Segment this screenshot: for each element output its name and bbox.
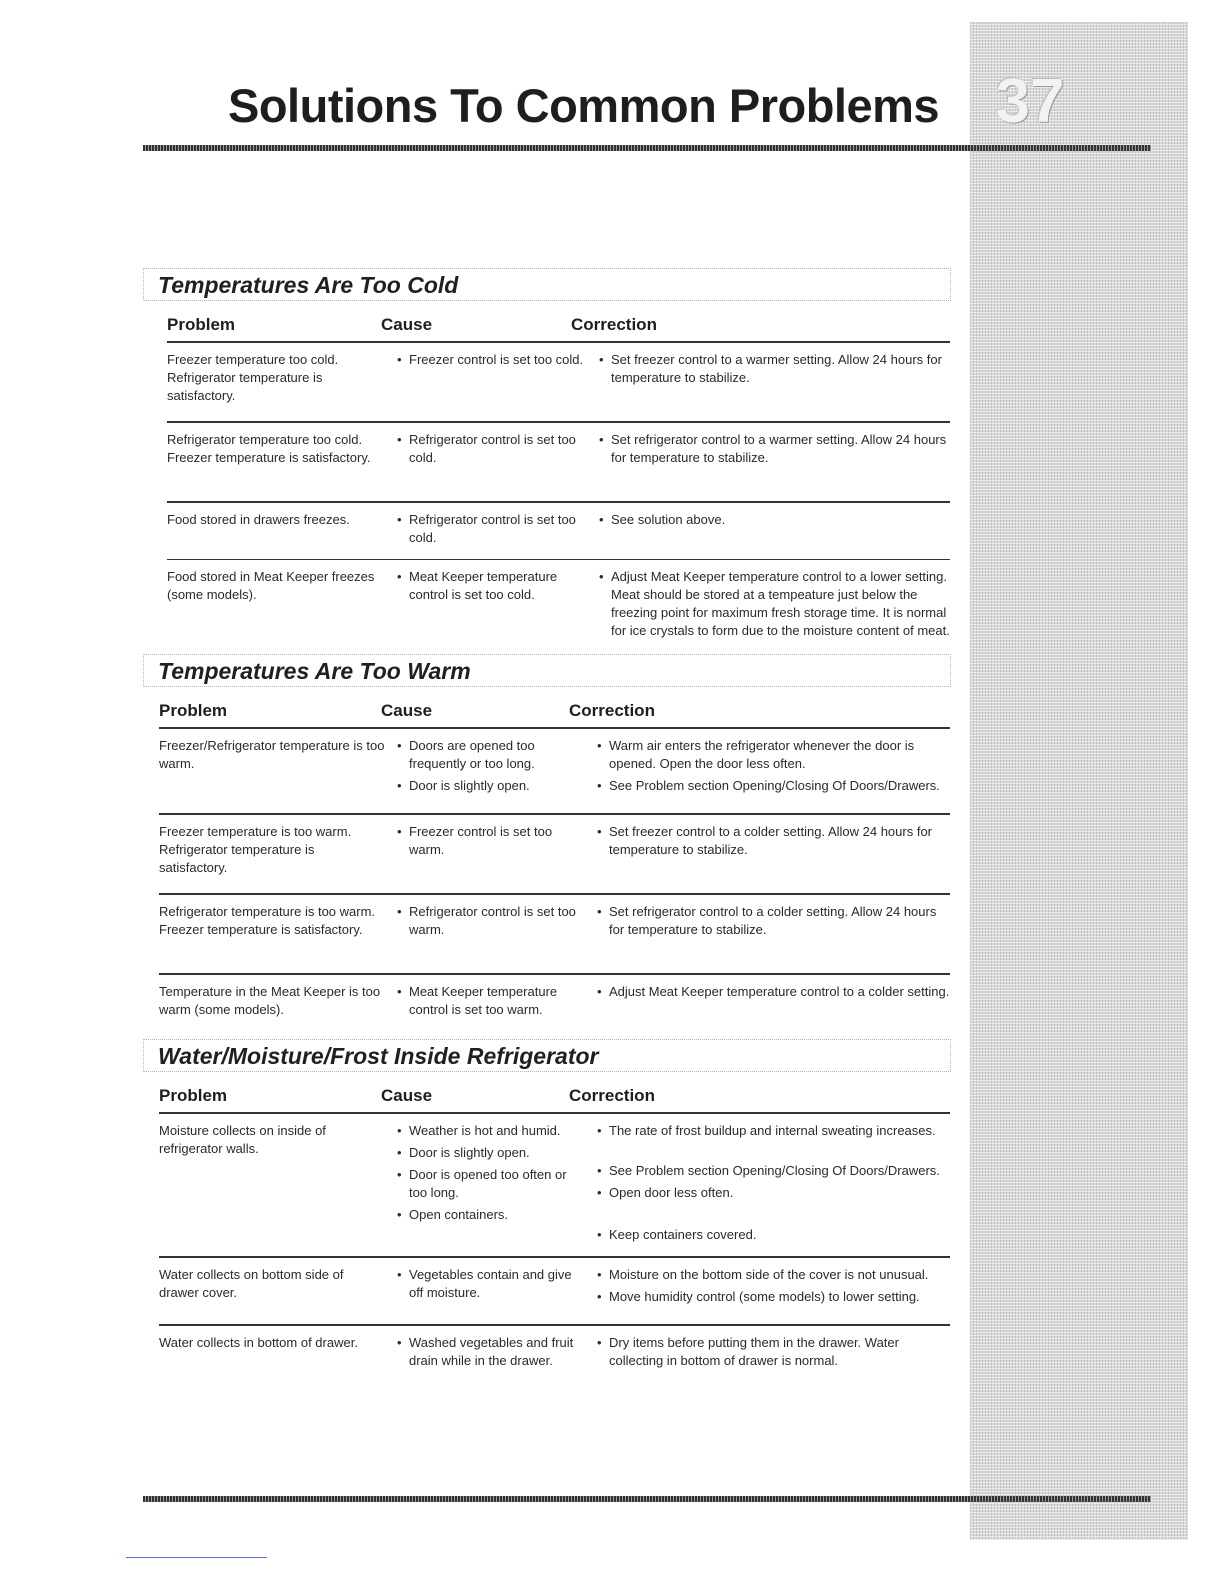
table-row	[159, 975, 950, 1031]
cause-item: • Weather is hot and humid.	[397, 1122, 585, 1140]
cause-item: • Door is slightly open.	[397, 1144, 585, 1162]
problem-text: Food stored in Meat Keeper freezes (some models).	[167, 569, 375, 602]
column-header-problem: Problem	[167, 315, 236, 334]
correction-item: • Set freezer control to a warmer setting. Allow 24 hours for temperature to stabilize.	[599, 351, 950, 387]
problem-text: Refrigerator temperature too cold. Freezer temperature is satisfactory.	[167, 432, 371, 465]
problem-text: Freezer temperature too cold. Refrigerator temperature is satisfactory.	[167, 352, 339, 403]
table-row	[167, 503, 950, 560]
problem-text: Moisture collects on inside of refrigerator walls.	[159, 1123, 326, 1156]
page-number: 37	[995, 67, 1065, 136]
cause-item: • Refrigerator control is set too cold.	[397, 431, 587, 467]
column-header-cause: Cause	[381, 315, 433, 334]
cause-item: • Meat Keeper temperature control is set too cold.	[397, 568, 587, 604]
table-row	[167, 560, 950, 652]
column-header-problem: Problem	[159, 1086, 228, 1105]
correction-item: • See solution above.	[599, 511, 950, 529]
section-water-moisture-frost	[143, 1039, 953, 1382]
column-header-correction: Correction	[571, 315, 657, 334]
table-row	[159, 895, 950, 975]
correction-item: • See Problem section Opening/Closing Of Doors/Drawers.	[597, 777, 950, 795]
correction-item: • Set freezer control to a colder setting. Allow 24 hours for temperature to stabilize.	[597, 823, 950, 859]
table-row	[159, 1114, 950, 1258]
column-header-correction: Correction	[569, 1086, 655, 1105]
section-title: Water/Moisture/Frost Inside Refrigerator	[158, 1043, 599, 1069]
correction-item: • Dry items before putting them in the drawer. Water collecting in bottom of drawer is normal.	[597, 1334, 950, 1370]
column-header-problem: Problem	[159, 701, 228, 720]
cause-item: • Freezer control is set too cold.	[397, 351, 587, 369]
section-too-warm	[143, 654, 953, 1031]
section-header	[143, 1039, 951, 1072]
column-header-correction: Correction	[569, 701, 655, 720]
problem-text: Temperature in the Meat Keeper is too warm (some models).	[159, 984, 381, 1017]
correction-item: • Moisture on the bottom side of the cover is not unusual.	[597, 1266, 950, 1284]
correction-item: • Warm air enters the refrigerator whenever the door is opened. Open the door less often.	[597, 737, 950, 773]
cause-item: • Meat Keeper temperature control is set too warm.	[397, 983, 585, 1019]
correction-item: • Move humidity control (some models) to lower setting.	[597, 1288, 950, 1306]
top-rule	[143, 145, 1151, 151]
section-too-cold	[143, 268, 953, 652]
section-title: Temperatures Are Too Cold	[158, 272, 459, 298]
cause-item: • Door is opened too often or too long.	[397, 1166, 585, 1202]
column-headers	[159, 1082, 950, 1114]
correction-item: • Keep containers covered.	[597, 1226, 950, 1244]
table-row	[167, 423, 950, 503]
table-row	[167, 343, 950, 423]
correction-item: • See Problem section Opening/Closing Of Doors/Drawers.	[597, 1162, 950, 1180]
section-header	[143, 654, 951, 687]
column-header-cause: Cause	[381, 701, 433, 720]
column-header-cause: Cause	[381, 1086, 433, 1105]
correction-item: • Set refrigerator control to a warmer setting. Allow 24 hours for temperature to stabilize.	[599, 431, 950, 467]
cause-item: • Washed vegetables and fruit drain while in the drawer.	[397, 1334, 585, 1370]
section-header	[143, 268, 951, 301]
table-row	[159, 1258, 950, 1326]
correction-item: • The rate of frost buildup and internal sweating increases.	[597, 1122, 950, 1140]
cause-item: • Open containers.	[397, 1206, 585, 1224]
problem-text: Freezer/Refrigerator temperature is too warm.	[159, 738, 385, 771]
cause-item: • Refrigerator control is set too warm.	[397, 903, 585, 939]
cause-item: • Freezer control is set too warm.	[397, 823, 585, 859]
problem-text: Food stored in drawers freezes.	[167, 512, 350, 527]
decorative-sidebar	[970, 22, 1188, 1540]
table-row	[159, 815, 950, 895]
table-row	[159, 1326, 950, 1382]
bottom-rule	[143, 1496, 1151, 1502]
section-title: Temperatures Are Too Warm	[158, 658, 471, 684]
cause-item: • Refrigerator control is set too cold.	[397, 511, 587, 547]
cause-item: • Doors are opened too frequently or too long.	[397, 737, 585, 773]
column-headers	[167, 311, 950, 343]
page-title: Solutions To Common Problems	[228, 79, 940, 132]
correction-item: • Open door less often.	[597, 1184, 950, 1202]
cause-item: • Vegetables contain and give off moisture.	[397, 1266, 585, 1302]
cause-item: • Door is slightly open.	[397, 777, 585, 795]
problem-text: Freezer temperature is too warm. Refrigerator temperature is satisfactory.	[159, 824, 352, 875]
correction-item: • Adjust Meat Keeper temperature control to a lower setting. Meat should be stored at a tempeature just below the freezing point for maximum fresh storage time. It is normal for ice crystals to form due to the moisture content of meat.	[599, 568, 950, 640]
problem-text: Refrigerator temperature is too warm. Freezer temperature is satisfactory.	[159, 904, 376, 937]
problem-text: Water collects in bottom of drawer.	[159, 1335, 358, 1350]
table-row	[159, 729, 950, 815]
footer-link-underline	[126, 1557, 267, 1558]
correction-item: • Adjust Meat Keeper temperature control to a colder setting.	[597, 983, 950, 1001]
column-headers	[159, 697, 950, 729]
problem-text: Water collects on bottom side of drawer cover.	[159, 1267, 344, 1300]
correction-item: • Set refrigerator control to a colder setting. Allow 24 hours for temperature to stabilize.	[597, 903, 950, 939]
